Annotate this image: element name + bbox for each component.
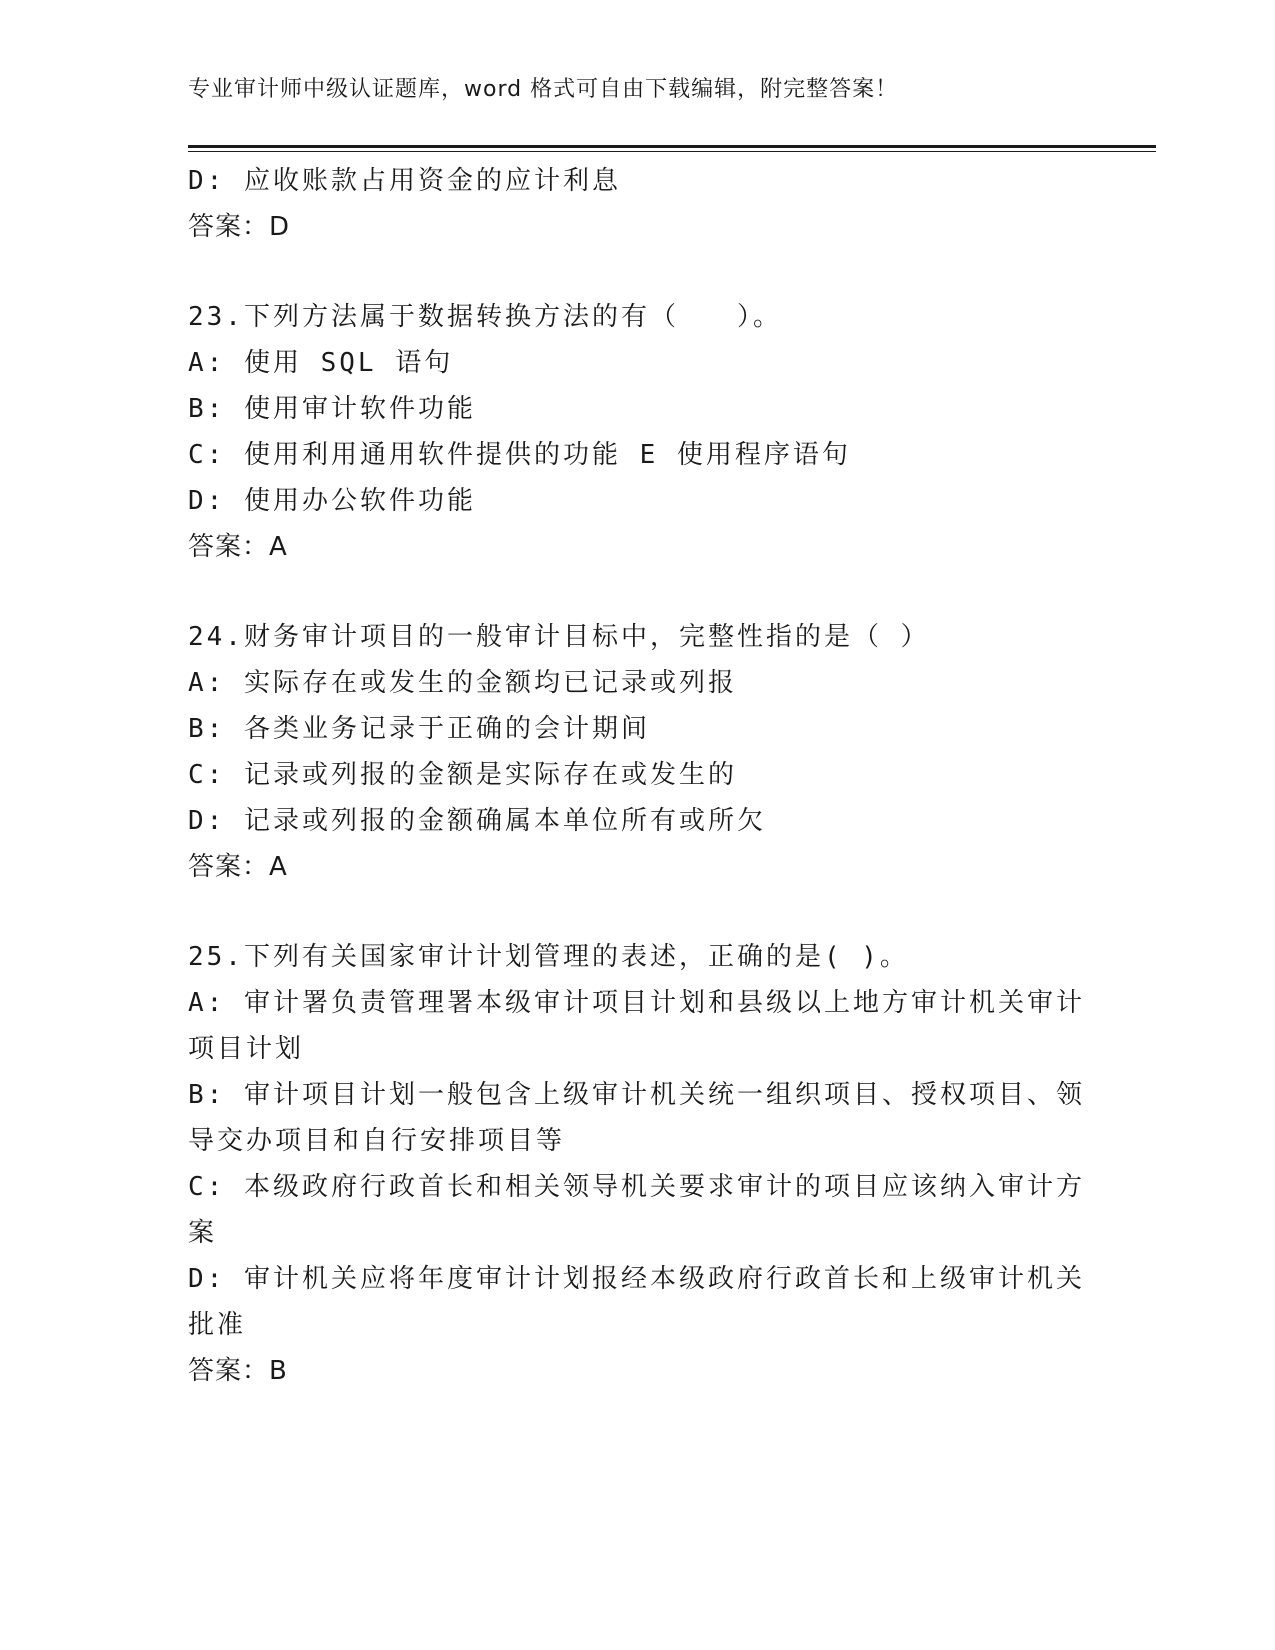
option-a: A: 审计署负责管理署本级审计项目计划和县级以上地方审计机关审计 <box>188 988 1085 1018</box>
answer: 答案：B <box>188 1356 288 1386</box>
answer: 答案：A <box>188 852 288 882</box>
option-b: B: 各类业务记录于正确的会计期间 <box>188 714 650 744</box>
option-d-continued: 批准 <box>188 1310 247 1340</box>
question-content <box>188 158 1088 1394</box>
option-b-continued: 导交办项目和自行安排项目等 <box>188 1126 566 1156</box>
answer: 答案：D <box>188 212 291 242</box>
option-d: D: 审计机关应将年度审计计划报经本级政府行政首长和上级审计机关 <box>188 1264 1085 1294</box>
question-25 <box>188 934 1088 1394</box>
option-c: C: 本级政府行政首长和相关领导机关要求审计的项目应该纳入审计方 <box>188 1172 1085 1202</box>
question-24 <box>188 614 1088 890</box>
option-c-continued: 案 <box>188 1218 218 1248</box>
question-22-tail <box>188 158 1088 250</box>
option-a: A: 实际存在或发生的金额均已记录或列报 <box>188 668 737 698</box>
option-a: A: 使用 SQL 语句 <box>188 348 454 378</box>
option-b: B: 审计项目计划一般包含上级审计机关统一组织项目、授权项目、领 <box>188 1080 1085 1110</box>
spacer <box>188 890 1088 934</box>
option-d: D: 应收账款占用资金的应计利息 <box>188 166 621 196</box>
spacer <box>188 250 1088 294</box>
option-b: B: 使用审计软件功能 <box>188 394 476 424</box>
question-stem: 25.下列有关国家审计计划管理的表述，正确的是( )。 <box>188 942 909 972</box>
header-rule-thin <box>188 151 1156 152</box>
option-a-continued: 项目计划 <box>188 1034 305 1064</box>
spacer <box>188 570 1088 614</box>
header-rule-thick <box>188 145 1156 148</box>
option-d: D: 使用办公软件功能 <box>188 486 476 516</box>
question-23 <box>188 294 1088 570</box>
option-c: C: 记录或列报的金额是实际存在或发生的 <box>188 760 737 790</box>
answer: 答案：A <box>188 532 288 562</box>
question-stem: 24.财务审计项目的一般审计目标中，完整性指的是（ ） <box>188 622 930 652</box>
option-c: C: 使用利用通用软件提供的功能 E 使用程序语句 <box>188 440 851 470</box>
page-header: 专业审计师中级认证题库，word 格式可自由下载编辑，附完整答案！ <box>188 77 899 102</box>
question-stem: 23.下列方法属于数据转换方法的有（ ）。 <box>188 302 782 332</box>
option-d: D: 记录或列报的金额确属本单位所有或所欠 <box>188 806 766 836</box>
